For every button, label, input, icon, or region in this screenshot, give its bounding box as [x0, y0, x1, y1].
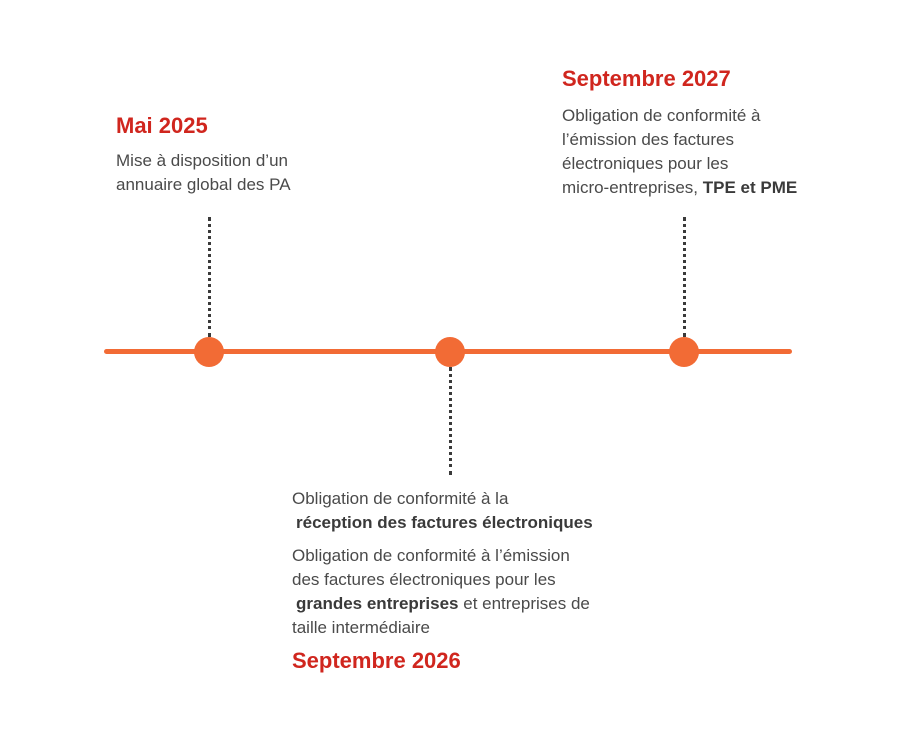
milestone-description-paragraph-1: [292, 487, 692, 535]
description-line: et entreprises de: [458, 594, 590, 613]
description-line: Obligation de conformité à la: [292, 489, 509, 508]
milestone-date: Septembre 2027: [562, 66, 731, 91]
description-highlight: réception des factures électroniques: [296, 513, 593, 532]
description-line: l’émission des factures: [562, 130, 734, 149]
description-highlight: grandes entreprises: [296, 594, 459, 613]
connector-septembre-2027: [683, 217, 686, 337]
connector-septembre-2026: [449, 367, 452, 475]
description-highlight: TPE et PME: [702, 178, 798, 197]
milestone-date: Septembre 2026: [292, 648, 461, 673]
description-line: Obligation de conformité à l’émission: [292, 546, 570, 565]
milestone-date: Mai 2025: [116, 113, 208, 138]
description-line: Obligation de conformité à: [562, 106, 761, 125]
milestone-dot-septembre-2026: [435, 337, 465, 367]
description-line: des factures électroniques pour les: [292, 570, 556, 589]
milestone-dot-septembre-2027: [669, 337, 699, 367]
milestone-description: [116, 149, 376, 197]
connector-mai-2025: [208, 217, 211, 337]
milestone-dot-mai-2025: [194, 337, 224, 367]
description-line: électroniques pour les: [562, 154, 729, 173]
description-line: micro-entreprises,: [562, 178, 703, 197]
description-line: Mise à disposition d’un: [116, 151, 288, 170]
milestone-description-paragraph-2: [292, 544, 692, 640]
description-line: annuaire global des PA: [116, 175, 291, 194]
milestone-description: [562, 104, 862, 200]
description-line: taille intermédiaire: [292, 618, 430, 637]
